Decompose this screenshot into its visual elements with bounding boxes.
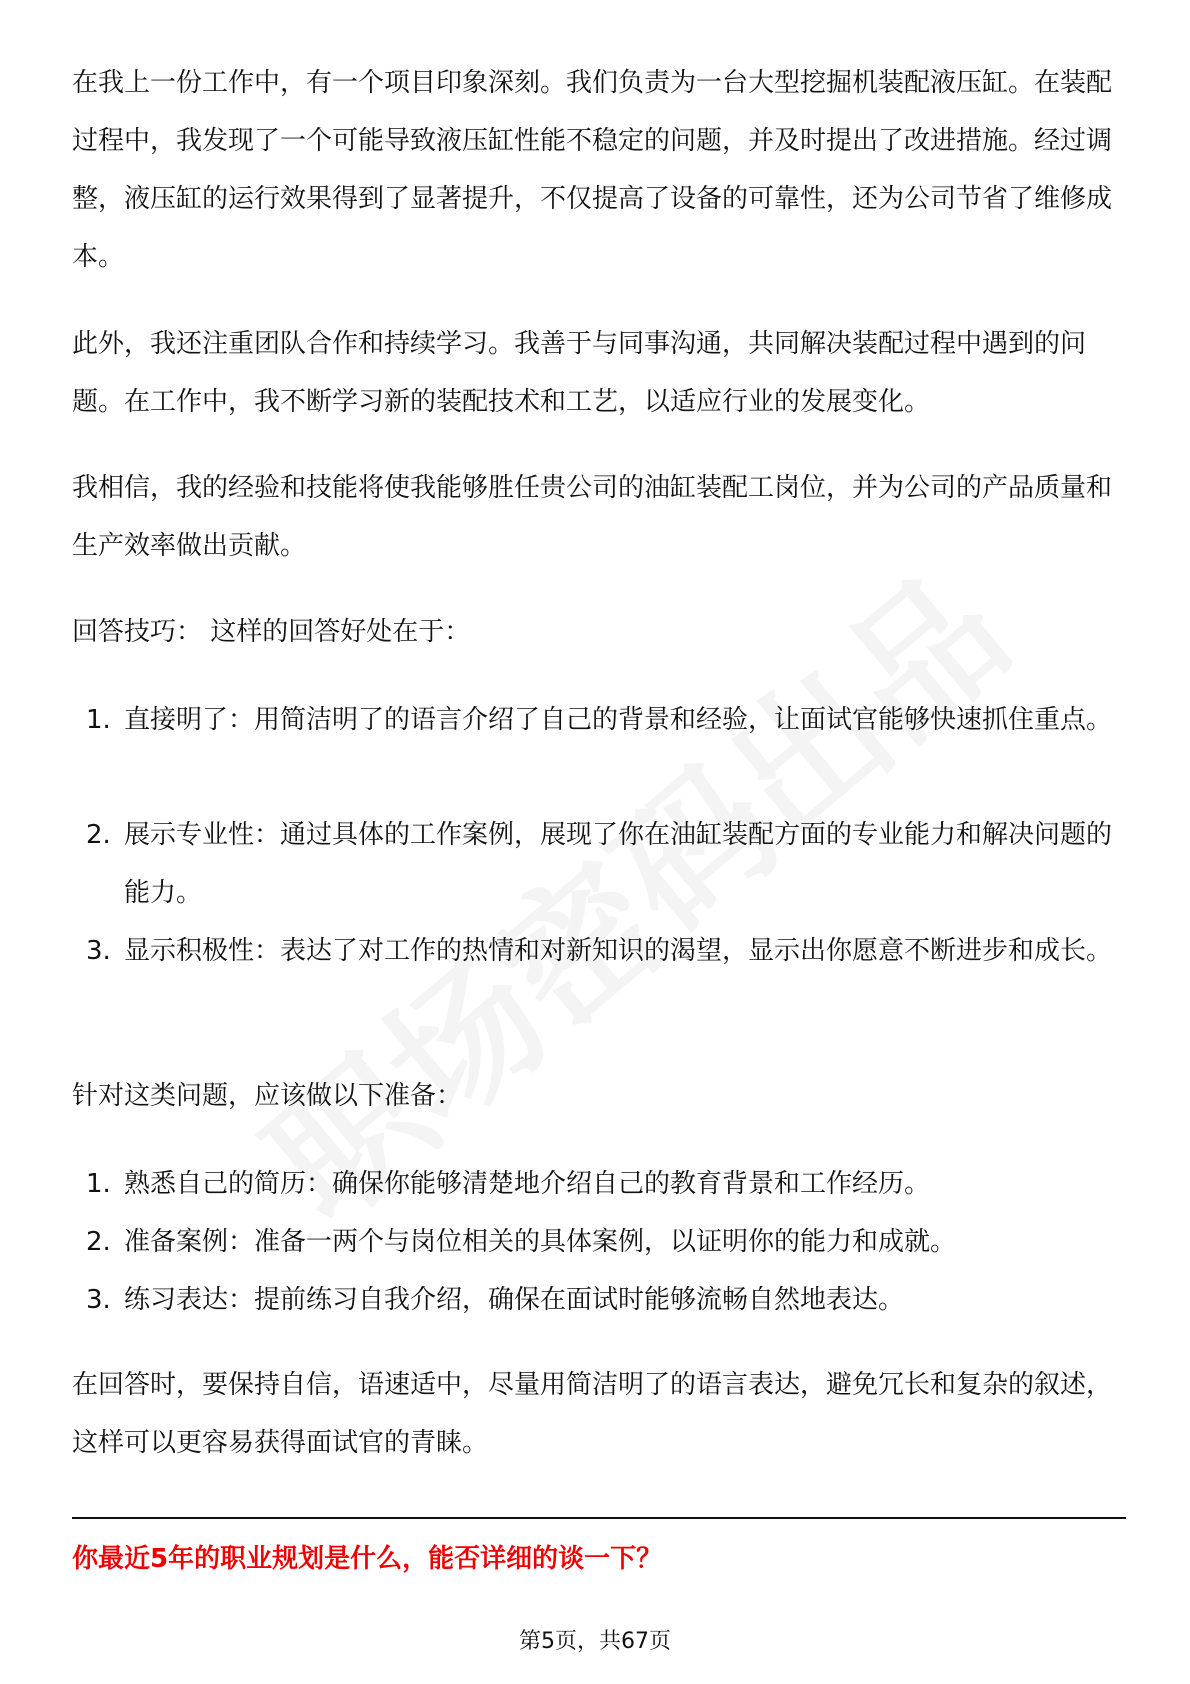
list-item (72, 691, 1117, 749)
list-text: 直接明了：用简洁明了的语言介绍了自己的背景和经验，让面试官能够快速抓住重点。 (124, 705, 1113, 735)
list-text: 显示积极性：表达了对工作的热情和对新知识的渴望，显示出你愿意不断进步和成长。 (124, 936, 1113, 966)
list-number: 2. (86, 820, 111, 850)
list-text: 展示专业性：通过具体的工作案例，展现了你在油缸装配方面的专业能力和解决问题的能力。 (124, 820, 1113, 908)
paragraph-2: 此外，我还注重团队合作和持续学习。我善于与同事沟通，共同解决装配过程中遇到的问题。在工作中，我不断学习新的装配技术和工艺，以适应行业的发展变化。 (72, 329, 1087, 417)
list-text: 准备案例：准备一两个与岗位相关的具体案例，以证明你的能力和成就。 (124, 1227, 957, 1257)
paragraph-3: 我相信，我的经验和技能将使我能够胜任贵公司的油缸装配工岗位，并为公司的产品质量和生产效率做出贡献。 (72, 473, 1113, 561)
next-question: 你最近5年的职业规划是什么，能否详细的谈一下？ (72, 1544, 663, 1574)
divider (72, 1517, 1126, 1519)
list-text: 练习表达：提前练习自我介绍，确保在面试时能够流畅自然地表达。 (124, 1285, 905, 1315)
paragraph-1: 在我上一份工作中，有一个项目印象深刻。我们负责为一台大型挖掘机装配液压缸。在装配过程中，我发现了一个可能导致液压缸性能不稳定的问题，并及时提出了改进措施。经过调整，液压缸的运行效果得到了显著提升，不仅提高了设备的可靠性，还为公司节省了维修成本。 (72, 68, 1113, 272)
list-number: 1. (86, 705, 111, 735)
list-number: 2. (86, 1227, 111, 1257)
list-text: 熟悉自己的简历：确保你能够清楚地介绍自己的教育背景和工作经历。 (124, 1169, 931, 1199)
prep-heading: 针对这类问题，应该做以下准备： (72, 1081, 463, 1111)
list-item (72, 1271, 1117, 1329)
list-number: 1. (86, 1169, 111, 1199)
list-item (72, 806, 1117, 922)
page-footer: 第5页，共67页 (519, 1629, 671, 1654)
closing-paragraph: 在回答时，要保持自信，语速适中，尽量用简洁明了的语言表达，避免冗长和复杂的叙述，这样可以更容易获得面试官的青睐。 (72, 1370, 1113, 1458)
list-item (72, 922, 1117, 980)
list-number: 3. (86, 1285, 111, 1315)
tips-heading: 回答技巧： 这样的回答好处在于： (72, 617, 471, 647)
list-item (72, 1213, 1117, 1271)
list-number: 3. (86, 936, 111, 966)
list-item (72, 1155, 1117, 1213)
